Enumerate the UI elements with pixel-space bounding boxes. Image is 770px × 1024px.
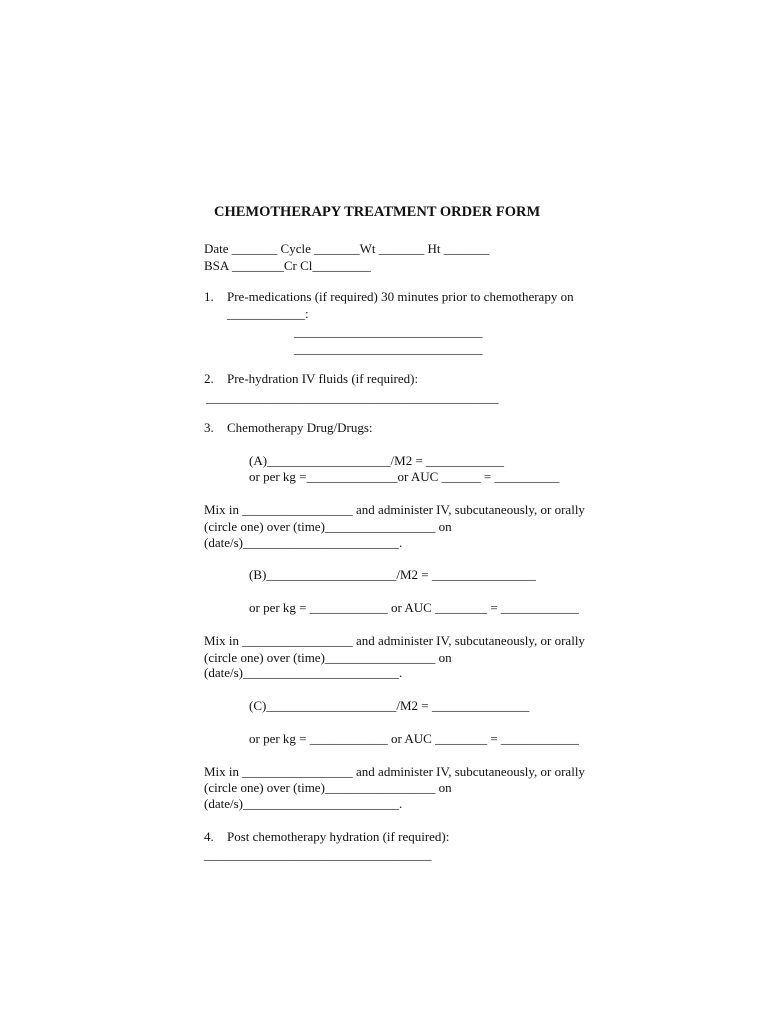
drug-b-dose-line: (B)____________________/M2 = ________________ xyxy=(249,567,536,582)
drug-b-time-line: (circle one) over (time)_________________ on xyxy=(204,650,452,665)
item2-number: 2. xyxy=(204,371,214,386)
drug-c-perkg-line: or per kg = ____________ or AUC ________ = ____________ xyxy=(249,731,579,746)
header-bsa-line: BSA ________Cr Cl_________ xyxy=(204,258,371,273)
drug-c-dose-line: (C)____________________/M2 = _______________ xyxy=(249,698,530,713)
drug-c-date-line: (date/s)________________________. xyxy=(204,796,403,811)
drug-a-mix-line: Mix in _________________ and administer IV, subcutaneously, or orally xyxy=(204,502,585,517)
item3-number: 3. xyxy=(204,420,214,435)
item2-blank-line: _____________________________________________ xyxy=(206,390,499,405)
item3-text: Chemotherapy Drug/Drugs: xyxy=(227,420,373,435)
item4-number: 4. xyxy=(204,829,214,844)
drug-b-date-line: (date/s)________________________. xyxy=(204,665,403,680)
item4-text: Post chemotherapy hydration (if required): xyxy=(227,829,450,844)
drug-a-dose-line: (A)___________________/M2 = ____________ xyxy=(249,453,505,468)
drug-c-mix-line: Mix in _________________ and administer IV, subcutaneously, or orally xyxy=(204,764,585,779)
drug-a-perkg-line: or per kg =______________or AUC ______ = __________ xyxy=(249,469,560,484)
item1-number: 1. xyxy=(204,289,214,304)
drug-b-mix-line: Mix in _________________ and administer IV, subcutaneously, or orally xyxy=(204,633,585,648)
item1-date-blank: ____________: xyxy=(227,306,309,321)
drug-c-time-line: (circle one) over (time)_________________ on xyxy=(204,780,452,795)
item2-text: Pre-hydration IV fluids (if required): xyxy=(227,371,419,386)
header-date-line: Date _______ Cycle _______Wt _______ Ht _______ xyxy=(204,241,490,256)
item1-blank-line-b: _____________________________ xyxy=(294,341,483,356)
drug-a-date-line: (date/s)________________________. xyxy=(204,535,403,550)
item1-blank-line-a: _____________________________ xyxy=(294,324,483,339)
form-title: CHEMOTHERAPY TREATMENT ORDER FORM xyxy=(214,204,541,220)
drug-b-perkg-line: or per kg = ____________ or AUC ________ = ____________ xyxy=(249,600,579,615)
item4-blank-line: ___________________________________ xyxy=(204,847,432,862)
item1-text: Pre-medications (if required) 30 minutes prior to chemotherapy on xyxy=(227,289,574,304)
drug-a-time-line: (circle one) over (time)_________________ on xyxy=(204,519,452,534)
